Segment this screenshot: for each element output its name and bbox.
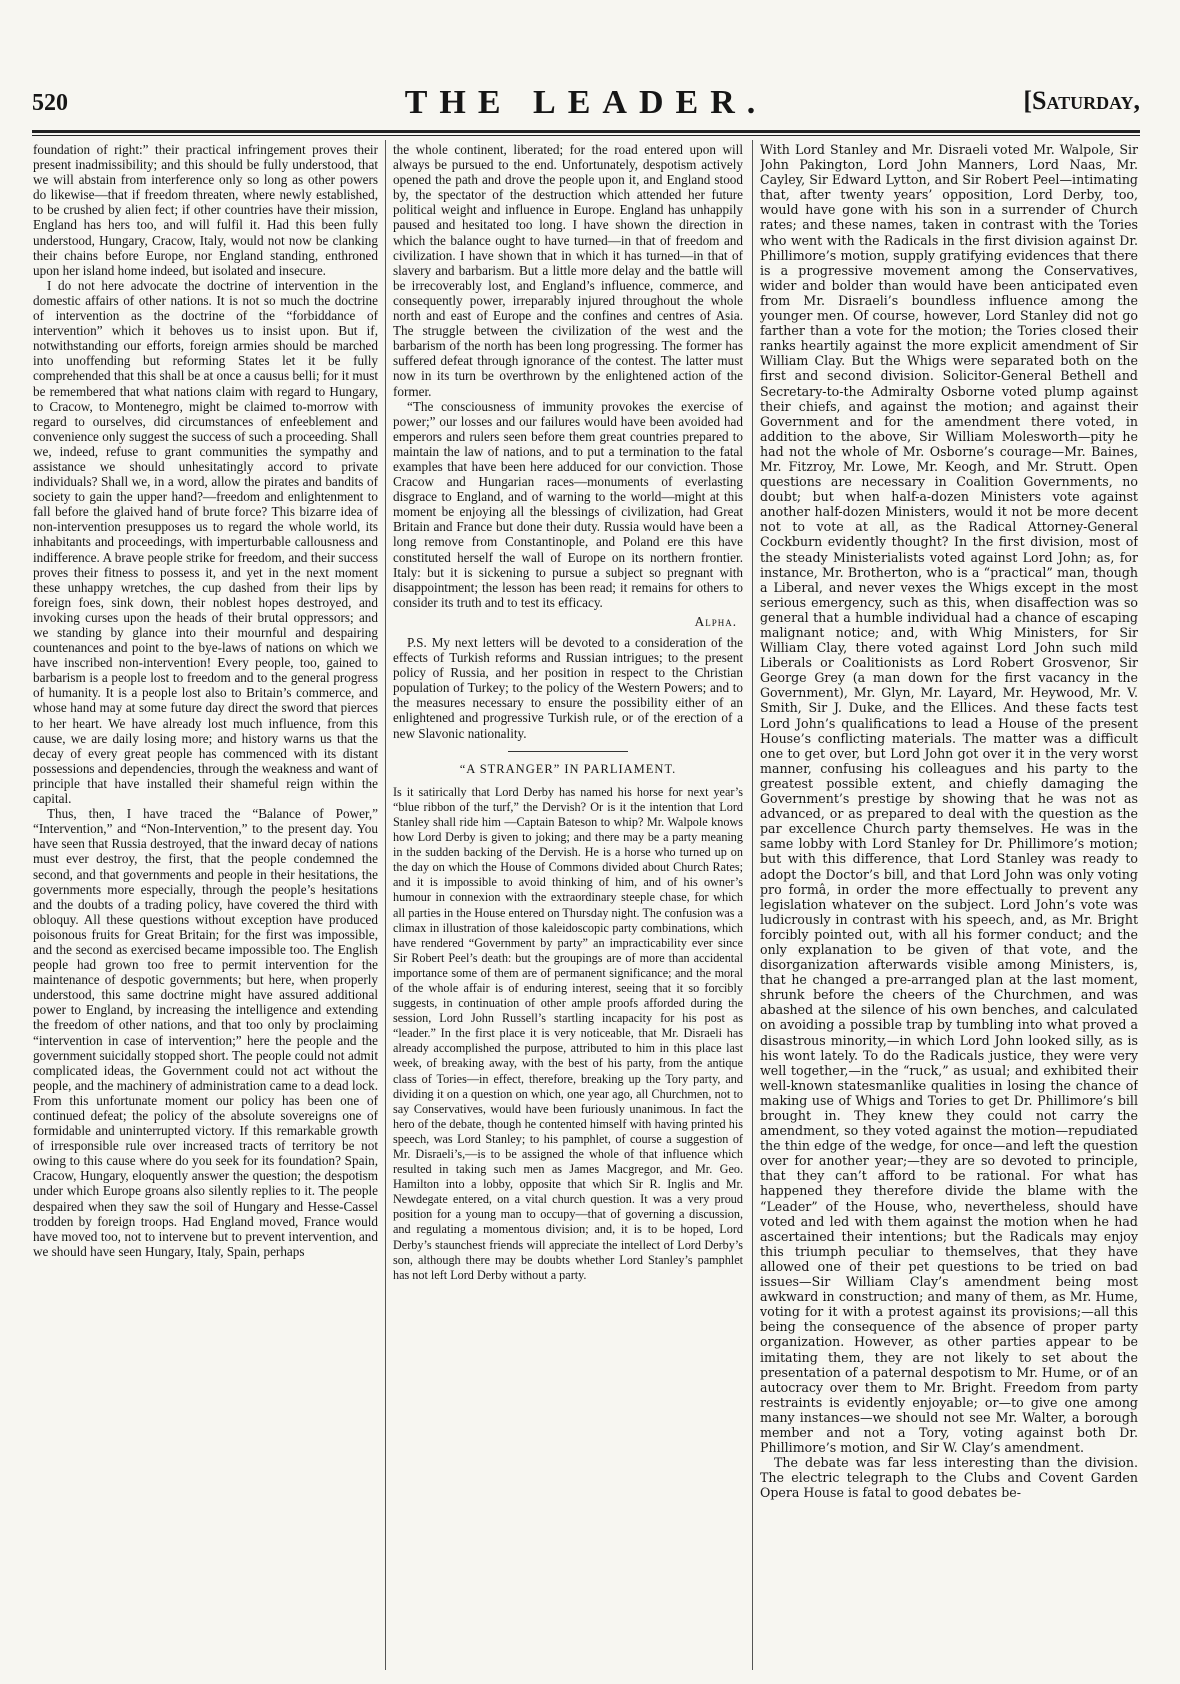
paragraph: the whole continent, liberated; for the road entered upon will always be pursued to the end. Unfortunately, despotism actively opened the path and drove the people upon it, and England stood by, the spectator of the destruction which attended her future political weight and influence in Europe. England has unhappily paused and hesitated too long. I have shown the direction in which the balance ought to have turned—in that of freedom and civilization. I have shown that in which it has turned—in that of slavery and barbarism. But a little more delay and the battle will be irrecoverably lost, and England’s influence, commerce, and consequently power, irreparably injured throughout the whole north and east of Europe and the confines and centres of Asia. The struggle between the civilization of the west and the barbarism of the north has been long progressing. The former has suffered defeat through ignorance of the contest. The latter must now in its turn be overthrown by the enlightened action of the former. xyxy=(393,142,743,399)
signature: Alpha. xyxy=(694,613,737,629)
newspaper-title: THE LEADER. xyxy=(404,84,768,121)
article-heading: “A STRANGER” IN PARLIAMENT. xyxy=(459,761,677,776)
masthead xyxy=(32,78,1140,126)
paragraph: The debate was far less interesting than the division. The electric telegraph to the Clubs and Covent Garden Opera House is fatal to good debates be- xyxy=(760,1455,1138,1501)
column-1 xyxy=(33,142,378,1672)
page-number: 520 xyxy=(32,90,68,116)
paragraph: foundation of right:” their practical infringement proves their present inadmissibility; and this should be fully understood, that we will abstain from interference only so long as other powers do likewise—that if freedom threaten, where newly established, to be crushed by alien fect; if other countries have their mission, England has hers too, and will fulfil it. Had this been fully understood, Hungary, Cracow, Italy, would not now be clanking their chains before Europe, nor England standing, enthroned upon her island home indeed, but isolated and insecure. xyxy=(33,142,378,278)
paragraph: Is it satirically that Lord Derby has named his horse for next year’s “blue ribbon of the turf,” the Dervish? Or is it the intention that Lord Stanley shall ride him —Captain Bateson to whip? Mr. Walpole knows how Lord Derby is given to joking; and there may be a party meaning in the sudden backing of the Dervish. He is a horse who turned up on the day on which the House of Commons divided about Church Rates; and it is impossible to avoid thinking of him, and of his owner’s humour in connexion with the extraordinary steeple chase, for which all parties in the House entered on Thursday night. The confusion was a climax in illustration of those kaleidoscopic party combinations, which have rendered “Government by party” an impracticability ever since Sir Robert Peel’s death: but the groupings are of more than accidental importance some of them are of permanent significance; and the moral of the whole affair is of enduring interest, seeing that it so forcibly suggests, in continuation of other ample proofs afforded during the session, Lord John Russell’s startling incapacity for his post as “leader.” In the first place it is very noticeable, that Mr. Disraeli has already accomplished the purpose, attributed to him in this place last week, of breaking away, with the best of his party, from the antique class of Tories—in effect, therefore, breaking up the Tory party, and dividing it on a question on which, one year ago, all Churchmen, not to say Conservatives, would have been furiously unanimous. In fact the hero of the debate, though he contented himself with having printed his speech, was Lord Stanley; to his pamphlet, of course a suggestion of Mr. Disraeli’s,—is to be assigned the whole of that influence which resulted in taking such men as James Macgregor, and Mr. Geo. Hamilton into a lobby, opposite that which Sir R. Inglis and Mr. Newdegate entered, on a vital church question. It was a very proud position for a young man to occupy—that of governing a discussion, and regulating a momentous division; and, it is to be hoped, Lord Derby’s staunchest friends will appreciate the intellect of Lord Derby’s son, although there may be doubts whether Lord Stanley’s pamphlet has not left Lord Derby without a party. xyxy=(393,784,743,1282)
column-3 xyxy=(760,142,1138,1672)
postscript: P.S. My next letters will be devoted to a consideration of the effects of Turkish reforms and Russian intrigues; to the present policy of Russia, and her position in respect to the Christian population of Turkey; to the policy of the Western Powers; and to the measures necessary to ensure the possibility either of an enlightened and progressive Turkish rule, or of the erection of a new Slavonic nationality. xyxy=(393,635,743,741)
paragraph: “The consciousness of immunity provokes the exercise of power;” our losses and our failures would have been avoided had emperors and rulers seen before them great countries prepared to maintain the law of nations, and to put a termination to the fatal examples that have been here adduced for our conviction. Those Cracow and Hungarian races—monuments of everlasting disgrace to England, and of warning to the world—might at this moment be enjoying all the blessings of civilization, had Great Britain and France but done their duty. Russia would have been a long remove from Constantinople, and Poland ere this have constituted herself the wall of Europe on its northern frontier. Italy: but it is sickening to pursue a subject so pregnant with disappointment; the lesson has been read; it remains for others to consider its truth and to test its efficacy. xyxy=(393,398,743,610)
paragraph: With Lord Stanley and Mr. Disraeli voted Mr. Walpole, Sir John Pakington, Lord John Manners, Lord Naas, Mr. Cayley, Sir Edward Lytton, and Sir Robert Peel—intimating that, after twenty years’ opposition, Lord Derby, too, would have gone with his son in a surrender of Church rates; and these names, taken in contrast with the Tories who went with the Radicals in the first division against Dr. Phillimore’s motion, supply gratifying evidences that there is a progressive movement among the Conservatives, wider and bolder than would have been anticipated even from Mr. Disraeli’s boundless influence among the younger men. Of course, however, Lord Stanley did not go farther than a vote for the motion; the Tories closed their ranks heartily against the more explicit amendment of Sir William Clay. But the Whigs were separated both on the first and second division. Solicitor-General Bethell and Secretary-to-the Admiralty Osborne voted plump against their chiefs, and against the motion; and against their Government and for the amendment there voted, in addition to the above, Sir William Molesworth—pity he had not the whole of Mr. Osborne’s courage—Mr. Baines, Mr. Fitzroy, Mr. Lowe, Mr. Keogh, and Mr. Strutt. Open questions are necessary in Coalition Governments, no doubt; but when half-a-dozen Ministers vote against another half-dozen Ministers, would it not be more decent not to vote at all, as the Radical Attorney-General Cockburn evidently thought? In the first division, most of the steady Ministerialists voted against Lord John; as, for instance, Mr. Brotherton, who is a “practical” man, though a Liberal, and never vexes the Whigs except in the most serious emergency, such as this, when disaffection was so general that a humble individual had a chance of escaping malignant notice; and, with Whig Ministers, for Sir William Clay, there voted against Lord John such mild Liberals or Coalitionists as Lord Robert Grosvenor, Sir George Grey (a man down for the first vacancy in the Government), Mr. Glyn, Mr. Layard, Mr. Heywood, Mr. V. Smith, Sir J. Duke, and the Ellices. And these facts test Lord John’s qualifications to lead a House of the present House’s conflicting materials. The matter was a difficult one to get over, but Lord John got over it in the very worst manner, confusing his colleagues and his party to the greatest possible extent, and chiefly damaging the Government’s prestige by showing that he was not as advanced, or as prepared to deal with the question as the par excellence Church party themselves. He was in the same lobby with Lord Stanley for Dr. Phillimore’s motion; but with this difference, that Lord Stanley was ready to adopt the Doctor’s bill, and that Lord John was only voting pro formâ, in order the more effectually to prevent any legislation whatever on the subject. Lord John’s vote was ludicrously in contrast with his speech, and, as Mr. Bright forcibly pointed out, with all his former conduct; and the only explanation to be given of that vote, and the disorganization afterwards visible among Ministers, is, that he changed a pre-arranged plan at the last moment, shrunk before the cheers of the Churchmen, and was abashed at the silence of his own benches, and calculated on avoiding a possible trap by tumbling into what proved a disastrous minority,—in which Lord John looked silly, as is his wont lately. To do the Radicals justice, they were very well together,—in the “ruck,” as usual; and exhibited their well-known statesmanlike qualities in losing the chance of making use of Whigs and Tories to get Dr. Phillimore’s bill brought in. They knew they could not carry the amendment, so they voted against the motion—repudiated the thin edge of the wedge, for once—and left the question over for another year;—they are so devoted to principle, that they can’t afford to be rational. For what has happened they therefore divide the blame with the “Leader” of the House, who, nevertheless, should have voted and led with them against the motion when he had ascertained their intentions; but the Radicals may enjoy this triumph peculiar to themselves, that they have allowed one of their pet questions to be tried on bad issues—Sir William Clay’s amendment being most awkward in construction; and many of them, as Mr. Hume, voting for it with a protest against its provisions;—all this being the consequence of the absence of proper party organization. However, as other parties appear to be imitating them, they are not likely to set about the presentation of a paternal despotism to Mr. Hume, or of an autocracy over them to Mr. Bright. Freedom from party restraints is evidently enjoyable; or—to give one among many instances—we should not see Mr. Walter, a borough member and not a Tory, voting against both Dr. Phillimore’s motion, and Sir W. Clay’s amendment. xyxy=(760,142,1138,1456)
column-divider-1 xyxy=(385,140,386,1670)
paragraph: Thus, then, I have traced the “Balance of Power,” “Intervention,” and “Non-Intervention,” to the present day. You have seen that Russia destroyed, that the inward decay of nations must ever destroy, the first, that the people condemned the second, and that governments and people in their hesitations, the governments more especially, through the people’s hesitations and the doubts of a trading policy, have covered the third with obloquy. All these questions without exception have produced poisonous fruits for Great Britain; for the first was impossible, and the second as exercised became impossible too. The English people had grown too free to permit intervention for the maintenance of despotic governments; but here, when properly understood, this same doctrine might have assured additional power to England, by increasing the intelligence and extending the freedom of other nations, and that too only by proclaiming “intervention in case of intervention;” here the people and the government suicidally stopped short. The people could not admit complicated ideas, the Government could not act without the people, and the machinery of administration came to a dead lock. From this unfortunate moment our policy has been one of continued defeat; the policy of the absolute sovereigns one of formidable and uninterrupted victory. If this remarkable growth of irresponsible rule over increased tracts of territory be not owing to this cause where do you seek for its foundation? Spain, Cracow, Hungary, eloquently answer the question; the despotism under which Europe groans also silently replies to it. The people despaired when they saw the soil of Hungary and Hesse-Cassel trodden by foreign troops. Had England moved, France would have moved too, not to intervene but to prevent intervention, and we should have seen Hungary, Italy, Spain, perhaps xyxy=(33,806,378,1259)
paragraph: I do not here advocate the doctrine of intervention in the domestic affairs of other nations. It is not so much the doctrine of intervention as the doctrine of the “forbiddance of intervention” which it behoves us to insist upon. But if, notwithstanding our efforts, foreign armies should be marched into unoffending but reforming States let it be fully comprehended that this shall be at once a causus belli; for it must be remembered that what nations claim with regard to Hungary, to Cracow, to Montenegro, might be claimed to-morrow with regard to ourselves, did circumstances of enfeeblement and convenience only suggest the success of such a proceeding. Shall we, indeed, refuse to grant communities the sympathy and assistance we should unhesitatingly accord to private individuals? Shall we, in a word, allow the pirates and bandits of society to gain the upper hand?—freedom and enlightenment to fall before the glaived hand of brute force? This bizarre idea of non-intervention presupposes us to regard the whole world, its inhabitants and proceedings, with imperturbable callousness and indifference. A brave people strike for freedom, and their success proves their fitness to possess it, and yet in the next moment these unhappy wretches, the cup dashed from their lips by foreign foes, sink down, their noblest hopes destroyed, and invoking curses upon the heads of their brutal oppressors; and we standing by glance into their mournful and despairing countenances and point to the bye-laws of nations on which we have inscribed non-intervention! Every people, too, gained to barbarism is a people lost to freedom and to the general progress of humanity. It is a people lost also to Britain’s commerce, and whose hand may at some future day direct the sword that pierces to her heart. We have already lost much influence, from this cause, we are daily losing more; and history warns us that the decay of every great people has commenced with its distant possessions and dependencies, through the weakness and want of principle that have installed their shameful reign within the capital. xyxy=(33,277,378,807)
issue-day: [Saturday, xyxy=(1023,86,1140,115)
column-divider-2 xyxy=(752,140,753,1670)
section-divider xyxy=(508,751,628,752)
header-rule xyxy=(32,130,1140,136)
column-2 xyxy=(393,142,743,1672)
